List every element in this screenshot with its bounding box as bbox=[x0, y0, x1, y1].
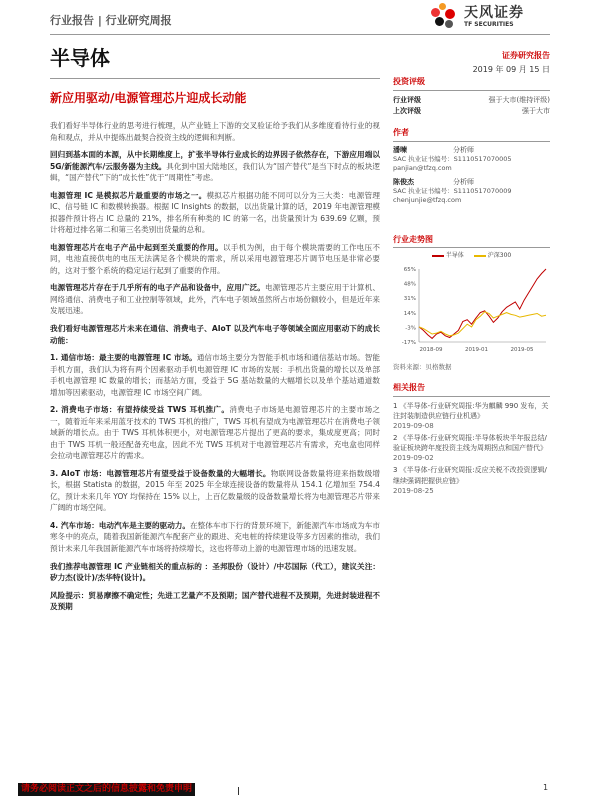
paragraph-text: 电源管理芯片主要应用于计算机、网络通信、消费电子和工业控制等领域，此外，汽车电子领域虽然所占市场份额较小，但是近年来发展迅速。 bbox=[50, 283, 380, 316]
body-paragraph bbox=[50, 242, 380, 277]
analyst-email[interactable]: chenjunjie@tfzq.com bbox=[393, 196, 462, 205]
body-paragraph bbox=[50, 323, 380, 346]
chart-source: 资料来源：贝格数据 bbox=[393, 362, 452, 371]
analyst-row bbox=[393, 146, 550, 156]
brand-logo bbox=[430, 1, 555, 33]
analyst-title: 分析师 bbox=[453, 145, 474, 154]
analyst-title: 分析师 bbox=[453, 177, 474, 186]
report-date: 2019 年 09 月 15 日 bbox=[472, 65, 550, 74]
report-body bbox=[50, 120, 380, 619]
rating-row bbox=[393, 106, 550, 117]
report-header: 行业报告 | 行业研究周报 bbox=[50, 14, 172, 27]
legend-swatch bbox=[474, 255, 486, 257]
body-paragraph bbox=[50, 282, 380, 317]
paragraph-lead: 回归到基本面的本源，从中长期维度上，扩张半导体行业成长的边界因子依然存在，下游应用端以 5G/新能源汽车/云服务器为主线。 bbox=[50, 150, 380, 171]
body-paragraph bbox=[50, 120, 380, 143]
related-report-date: 2019-09-02 bbox=[393, 454, 434, 463]
related-report-item[interactable] bbox=[393, 433, 550, 463]
body-paragraph bbox=[50, 468, 380, 514]
related-header: 相关报告 bbox=[393, 382, 550, 397]
related-report-title: 1 《半导体-行业研究周报:华为麒麟 990 发布，关注封装制造供应链行业机遇》 bbox=[393, 401, 549, 420]
paragraph-text: 模拟芯片根据功能不同可以分为三大类：电源管理 IC、信号链 IC 和数模转换器。根据 IC Insights 的数据，以出货量计算的话，2019 年电源管理模拟器件预计将占 IC 总量的 21%，排名所有种类的 IC 的第一名，出货量预计为 639.69 亿颗，预计将超过排名第二和第三名类别出货量的总和。 bbox=[50, 190, 380, 235]
analyst-row bbox=[393, 178, 550, 188]
y-tick-label: 65% bbox=[403, 266, 416, 273]
paragraph-lead: 3. AIoT 市场：电源管理芯片有望受益于设备数量的大幅增长。 bbox=[50, 468, 271, 478]
footer-divider bbox=[238, 787, 239, 795]
related-report-date: 2019-09-08 bbox=[393, 421, 434, 430]
body-paragraph bbox=[50, 590, 380, 613]
rating-header: 投资评级 bbox=[393, 76, 550, 91]
footer-disclaimer: 请务必阅读正文之后的信息披露和免责申明 bbox=[18, 783, 195, 796]
report-title: 新应用驱动/电源管理芯片迎成长动能 bbox=[50, 91, 247, 105]
related-report-title: 2 《半导体-行业研究周报:半导体板块半年报总结/验证板块跨年度投资主线为周期拐点和国产替代》 bbox=[393, 434, 547, 453]
chart-header: 行业走势图 bbox=[393, 234, 550, 249]
related-reports bbox=[393, 401, 550, 496]
series-line-1 bbox=[419, 312, 546, 336]
rating-value: 强于大市 bbox=[522, 106, 550, 115]
paragraph-lead: 1. 通信市场：最主要的电源管理 IC 市场。 bbox=[50, 353, 197, 363]
paragraph-text: 具化到中国大陆地区，我们认为“国产替代”是当下时点的板块逻辑，“国产替代”下的“成长性”优于“周期性”考虑。 bbox=[50, 161, 381, 183]
paragraph-lead: 我们推荐电源管理 IC 产业链相关的重点标的 ：圣邦股份（设计）/中芯国际（代工），建议关注：矽力杰(设计)/杰华特(设计)。 bbox=[50, 561, 380, 583]
logo-mark-icon bbox=[430, 3, 460, 31]
y-tick-label: 31% bbox=[403, 296, 416, 303]
x-tick-label: 2019-05 bbox=[510, 346, 534, 353]
analyst-name: 潘暕 bbox=[393, 145, 407, 154]
body-paragraph bbox=[50, 520, 380, 555]
paragraph-lead: 风险提示：贸易摩擦不确定性；先进工艺量产不及预期；国产替代进程不及预期，先进封装进程不及预期 bbox=[50, 590, 380, 612]
body-paragraph bbox=[50, 404, 380, 462]
series-line-0 bbox=[419, 269, 546, 338]
related-report-item[interactable] bbox=[393, 465, 550, 495]
chart-legend bbox=[393, 252, 550, 261]
paragraph-lead: 电源管理芯片在电子产品中起到至关重要的作用。 bbox=[50, 242, 223, 252]
paragraph-lead: 4. 汽车市场：电动汽车是主要的驱动力。 bbox=[50, 520, 191, 530]
y-tick-label: -17% bbox=[401, 339, 416, 346]
body-paragraph bbox=[50, 190, 380, 236]
analyst-email[interactable]: panjian@tfzq.com bbox=[393, 164, 452, 173]
rating-label: 上次评级 bbox=[393, 106, 421, 115]
body-paragraph bbox=[50, 149, 380, 184]
legend-swatch bbox=[432, 255, 444, 257]
paragraph-text: 在整体车市下行的背景环境下，新能源汽车市场成为车市寒冬中的亮点，随着我国新能源汽车配套产业的跟进、充电桩的持续建设等多方因素的推动，我们预计未来几年我国新能源汽车市场将持续增长，这也将带动上游的电源管理市场的迅速发展。 bbox=[50, 520, 380, 553]
legend-label: 半导体 bbox=[445, 252, 464, 260]
sidebar bbox=[393, 76, 550, 498]
y-tick-label: -3% bbox=[405, 325, 416, 332]
x-tick-label: 2019-01 bbox=[465, 346, 488, 353]
paragraph-lead: 2. 消费电子市场：有望持续受益 TWS 耳机推广。 bbox=[50, 405, 230, 415]
legend-item bbox=[474, 252, 511, 261]
paragraph-lead: 电源管理芯片存在于几乎所有的电子产品和设备中，应用广泛。 bbox=[50, 283, 265, 293]
analyst-name: 陈俊杰 bbox=[393, 177, 414, 186]
header-divider bbox=[50, 34, 550, 35]
sector-name: 半导体 bbox=[50, 46, 110, 70]
title-divider bbox=[50, 78, 380, 79]
paragraph-text: 以手机为例，由于每个模块需要的工作电压不同，电池直接供电的电压无法满足各个模块的需求，所以采用电源管理芯片调节电压是非常必要的，这对于整个系统的稳定运行起到了重要的作用。 bbox=[50, 242, 380, 275]
report-type: 证券研究报告 bbox=[502, 51, 550, 60]
paragraph-lead: 我们看好电源管理芯片未来在通信、消费电子、AIoT 以及汽车电子等领域全面应用驱动下的成长动能： bbox=[50, 323, 380, 345]
related-report-date: 2019-08-25 bbox=[393, 486, 434, 495]
body-paragraph bbox=[50, 352, 380, 398]
analyst-cert: SAC 执业证书编号：S1110517070005 bbox=[393, 155, 512, 164]
related-report-item[interactable] bbox=[393, 401, 550, 431]
paragraph-text: 物联网设备数量将迎来指数级增长，根据 Statista 的数据，2015 年至 2025 年全球连接设备的数量将从 154.1 亿增加至 754.4 亿，预计未来几年 YOY 均保持在 15% 以上，上百亿数量级的设备数量增长将为电源管理芯片带来广阔的市场空间。 bbox=[50, 468, 380, 513]
y-tick-label: 48% bbox=[403, 281, 416, 288]
x-tick-label: 2018-09 bbox=[419, 346, 443, 353]
paragraph-text: 我们看好半导体行业的思考进行梳理，从产业链上下游的交叉验证给予我们从多维度看待行业的视角和观点，并从中提炼出最契合投资主线的逻辑和判断。 bbox=[50, 121, 380, 142]
body-paragraph bbox=[50, 561, 380, 584]
trend-chart bbox=[393, 263, 550, 358]
paragraph-text: 通信市场主要分为智能手机市场和通信基站市场。智能手机方面，我们认为将有两个因素驱动手机电源管理 IC 市场的发展：手机出货量的增长以及单部手机电源管理 IC 数量的增长；而基站方面，受益于 5G 基站数量的大幅增长以及单个基站通道数增加等因素驱动，电源管理 IC 市场空间广阔。 bbox=[50, 353, 381, 397]
legend-label: 沪深300 bbox=[487, 252, 512, 260]
legend-item bbox=[432, 252, 464, 261]
logo-text-cn: 天风证券 bbox=[464, 5, 524, 21]
analyst-cert: SAC 执业证书编号：S1110517070009 bbox=[393, 187, 512, 196]
rating-row bbox=[393, 95, 550, 106]
author-header: 作者 bbox=[393, 127, 550, 142]
y-tick-label: 14% bbox=[403, 310, 416, 317]
rating-label: 行业评级 bbox=[393, 95, 421, 104]
paragraph-lead: 电源管理 IC 是模拟芯片最重要的市场之一。 bbox=[50, 190, 207, 200]
paragraph-text: 消费电子市场是电源管理芯片的主要市场之一，随着近年来采用蓝牙技术的 TWS 耳机的推广，TWS 耳机有望成为电源管理芯片在消费电子领域新的增长点。由于 TWS 耳机体积更小，对电源管理芯片提出了更高的要求，集成度更高；同时由于 TWS 耳机一般还配备充电盒，因此不光 TWS 耳机对于电源管理芯片有需求，充电盒也同样会拉动电源管理芯片的需求。 bbox=[50, 405, 381, 461]
page-number: 1 bbox=[543, 783, 549, 792]
rating-value: 强于大市(维持评级) bbox=[488, 95, 550, 104]
related-report-title: 3 《半导体-行业研究周报:反应关税不改投资逻辑/继续强调把握供应链》 bbox=[393, 466, 547, 485]
logo-text-en: TF SECURITIES bbox=[464, 21, 514, 28]
